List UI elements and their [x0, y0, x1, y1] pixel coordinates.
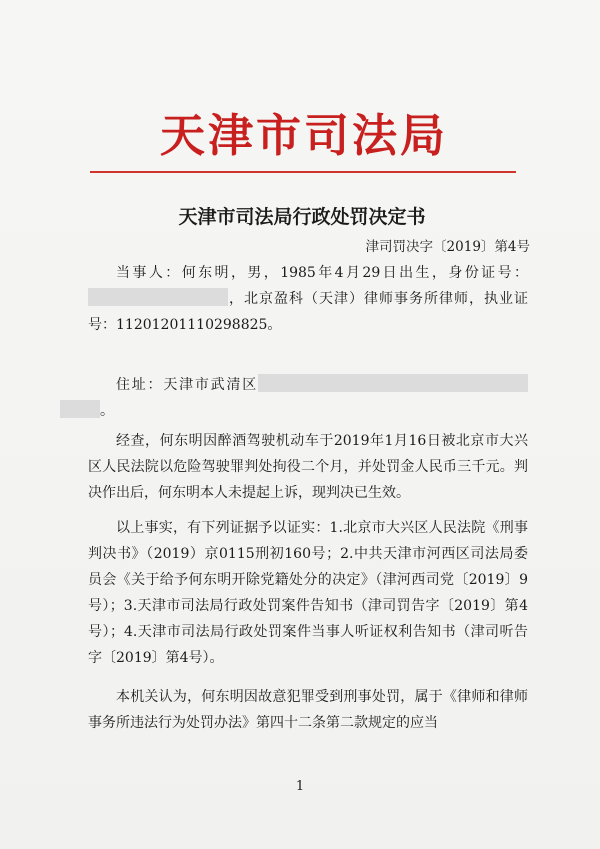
investigation-paragraph: 经查，何东明因醉酒驾驶机动车于2019年1月16日被北京市大兴区人民法院以危险驾驶罪判处拘役二个月，并处罚金人民币三千元。判决作出后，何东明本人未提起上诉，现判决已生效。 — [88, 433, 528, 501]
document-title: 天津市司法局行政处罚决定书 — [178, 206, 426, 228]
document-number: 津司罚决字〔2019〕第4号 — [365, 239, 530, 255]
party-label: 当事人： — [116, 265, 182, 281]
address-label: 住址： — [116, 377, 164, 393]
address-paragraph — [88, 372, 528, 424]
page-number: 1 — [295, 779, 305, 794]
address-end: 。 — [100, 403, 114, 419]
redacted-id-number — [88, 288, 228, 306]
red-divider-line — [90, 171, 516, 173]
party-info-paragraph — [88, 260, 528, 338]
redacted-address-line2 — [60, 400, 100, 418]
party-details-continued: ，北京盈科（天津）律师事务所律师，执业证号：11201201110298825。 — [88, 291, 528, 333]
evidence-paragraph: 以上事实，有下列证据予以证实：1.北京市大兴区人民法院《刑事判决书》（2019）京0115刑初160号；2.中共天津市河西区司法局委员会《关于给予何东明开除党籍处分的决定》（津河西司党〔2019〕9号）；3.天津市司法局行政处罚案件告知书（津司罚告字〔2019〕第4号）；4.天津市司法局行政处罚案件当事人听证权利告知书（津司听告字〔2019〕第4号）。 — [88, 520, 528, 666]
issuing-authority-header: 天津市司法局 — [159, 109, 448, 162]
redacted-address-line1 — [258, 374, 528, 392]
address-text: 天津市武清区 — [163, 377, 259, 393]
opinion-paragraph: 本机关认为，何东明因故意犯罪受到刑事处罚，属于《律师和律师事务所违法行为处罚办法》第四十二条第二款规定的应当 — [88, 689, 528, 731]
party-details: 何东明，男，1985年4月29日出生，身份证号： — [181, 265, 529, 281]
